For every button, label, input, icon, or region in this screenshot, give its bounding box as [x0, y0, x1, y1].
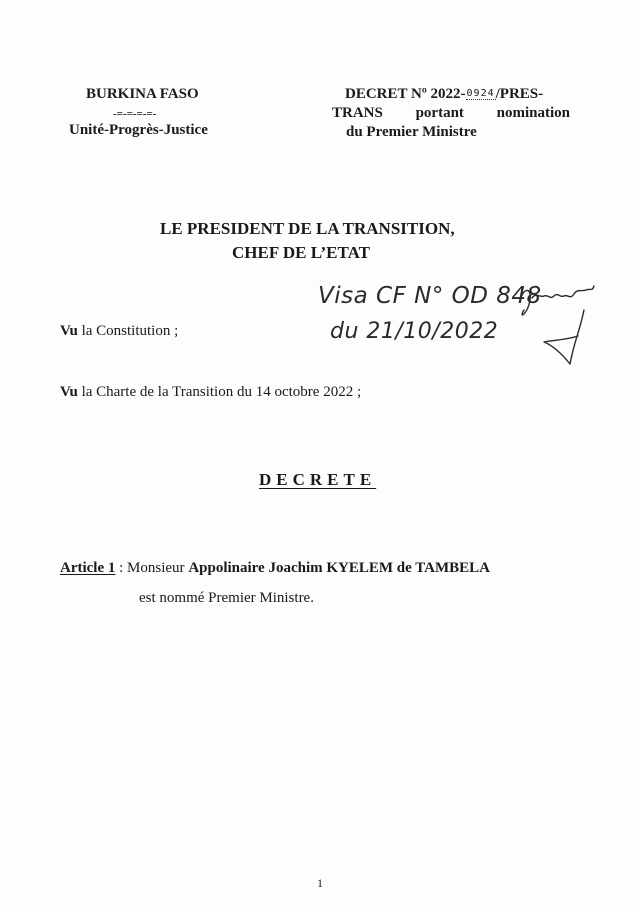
vu-label: Vu: [60, 384, 78, 400]
handwritten-signature: [514, 280, 596, 370]
decree-subject-word: portant: [415, 105, 464, 121]
document-title-line-2: CHEF DE L’ETAT: [232, 243, 370, 262]
vu-text: la Charte de la Transition du 14 octobre 2022 ;: [77, 384, 362, 400]
decree-number-line: [345, 86, 543, 103]
handwritten-visa-line-1: Visa CF N° OD 848: [318, 283, 542, 309]
page-number: 1: [317, 876, 323, 890]
national-motto: Unité-Progrès-Justice: [69, 122, 208, 138]
header-separator: -=-=-=-=-: [113, 108, 157, 120]
decree-suffix: /PRES-: [495, 86, 544, 102]
vu-clause-charter: [60, 384, 361, 401]
country-name: BURKINA FASO: [86, 86, 199, 102]
vu-clause-constitution: [60, 323, 178, 340]
decree-subject-word: nomination: [496, 105, 570, 121]
document-title-line-1: LE PRESIDENT DE LA TRANSITION,: [160, 219, 455, 238]
vu-text: la Constitution ;: [77, 323, 179, 339]
vu-label: Vu: [60, 323, 78, 339]
article-1-line-2: est nommé Premier Ministre.: [139, 590, 314, 606]
handwritten-visa-line-2: du 21/10/2022: [330, 319, 499, 344]
appointee-name: Appolinaire Joachim KYELEM de TAMBELA: [188, 560, 491, 576]
article-label: Article 1: [60, 560, 116, 576]
decree-prefix: DECRET Nº 2022-: [345, 86, 466, 102]
decree-subject-line-2: du Premier Ministre: [346, 124, 477, 140]
article-intro: : Monsieur: [115, 560, 189, 576]
article-1-line-1: [60, 560, 490, 577]
decree-subject-line-1: [332, 105, 570, 122]
decree-subject-word: TRANS: [332, 105, 383, 121]
decrete-heading: DECRETE: [259, 470, 377, 489]
decree-number: 0924: [466, 88, 495, 99]
